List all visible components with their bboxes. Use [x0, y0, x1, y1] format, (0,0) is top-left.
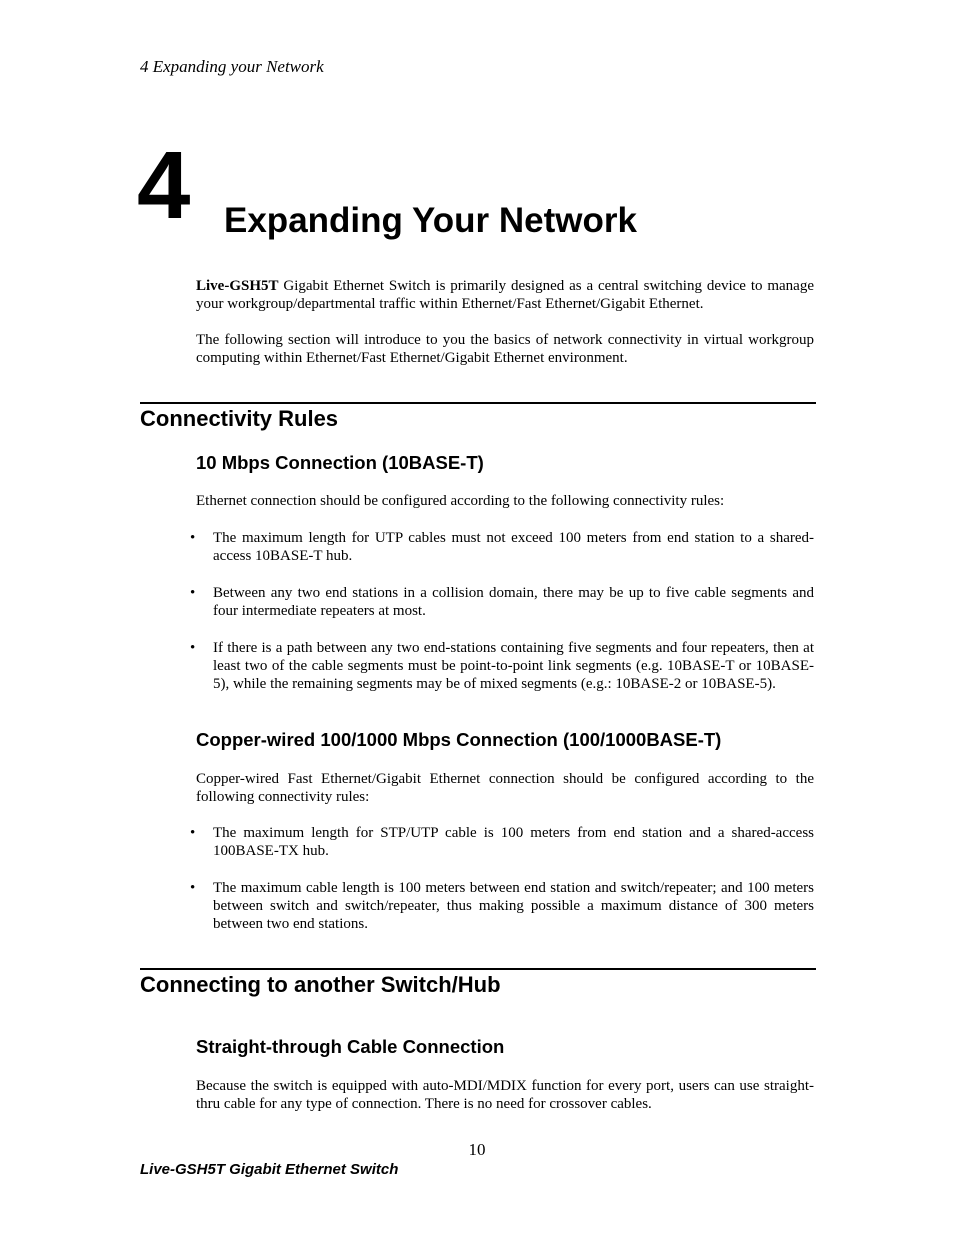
section-divider — [140, 968, 816, 970]
intro-paragraph-1-text: Gigabit Ethernet Switch is primarily designed as a central switching device to manage your workgroup/departmental traffic within Ethernet/Fast Ethernet/Gigabit Ethernet. — [196, 278, 814, 312]
running-footer: Live-GSH5T Gigabit Ethernet Switch — [140, 1161, 399, 1178]
list-item-text: Between any two end stations in a collision domain, there may be up to five cable segments and four intermediate repeaters at most. — [213, 585, 814, 619]
list-item — [190, 584, 814, 620]
intro-paragraph-1 — [196, 277, 814, 313]
10mbps-lead-paragraph: Ethernet connection should be configured according to the following connectivity rules: — [196, 493, 725, 509]
subsection-heading-straight-through: Straight-through Cable Connection — [196, 1036, 505, 1057]
page-number: 10 — [468, 1140, 486, 1159]
list-item-text: The maximum cable length is 100 meters between end station and switch/repeater; and 100 meters between switch and switch/repeater, thus making possible a maximum distance of 300 meters between two end stations. — [213, 880, 814, 932]
section-divider — [140, 402, 816, 404]
straight-through-paragraph: Because the switch is equipped with auto-MDI/MDIX function for every port, users can use straight-thru cable for any type of connection. There is no need for crossover cables. — [196, 1078, 814, 1112]
chapter-number: 4 — [137, 132, 191, 239]
intro-paragraph-2: The following section will introduce to you the basics of network connectivity in virtual workgroup computing within Ethernet/Fast Ethernet/Gigabit Ethernet environment. — [196, 332, 814, 366]
list-item-text: The maximum length for UTP cables must not exceed 100 meters from end station to a shared-access 10BASE-T hub. — [213, 530, 814, 564]
bullet-icon: • — [190, 530, 196, 546]
bullet-icon: • — [190, 825, 196, 841]
list-item-text: If there is a path between any two end-stations containing five segments and four repeaters, then at least two of the cable segments must be point-to-point link segments (e.g. 10BASE-T or 10BASE-5), while the remaining segments may be of mixed segments (e.g.: 10BASE-2 or 10BASE-5). — [213, 640, 814, 692]
list-item — [190, 639, 814, 693]
running-header: 4 Expanding your Network — [140, 57, 324, 76]
list-item-text: The maximum length for STP/UTP cable is 100 meters from end station and a shared-access 100BASE-TX hub. — [213, 825, 814, 859]
bullet-icon: • — [190, 880, 196, 896]
chapter-title: Expanding Your Network — [224, 201, 637, 240]
list-item — [190, 879, 814, 933]
list-item — [190, 529, 814, 565]
section-heading-connectivity-rules: Connectivity Rules — [140, 406, 339, 431]
bullet-icon: • — [190, 585, 196, 601]
list-item — [190, 824, 814, 860]
subsection-heading-10mbps: 10 Mbps Connection (10BASE-T) — [196, 452, 484, 473]
subsection-heading-copper: Copper-wired 100/1000 Mbps Connection (100/1000BASE-T) — [196, 729, 722, 750]
section-heading-connecting: Connecting to another Switch/Hub — [140, 972, 501, 997]
bullet-icon: • — [190, 640, 196, 656]
product-name: Live-GSH5T — [196, 278, 279, 294]
copper-lead-paragraph: Copper-wired Fast Ethernet/Gigabit Ethernet connection should be configured according to the following connectivity rules: — [196, 771, 814, 805]
